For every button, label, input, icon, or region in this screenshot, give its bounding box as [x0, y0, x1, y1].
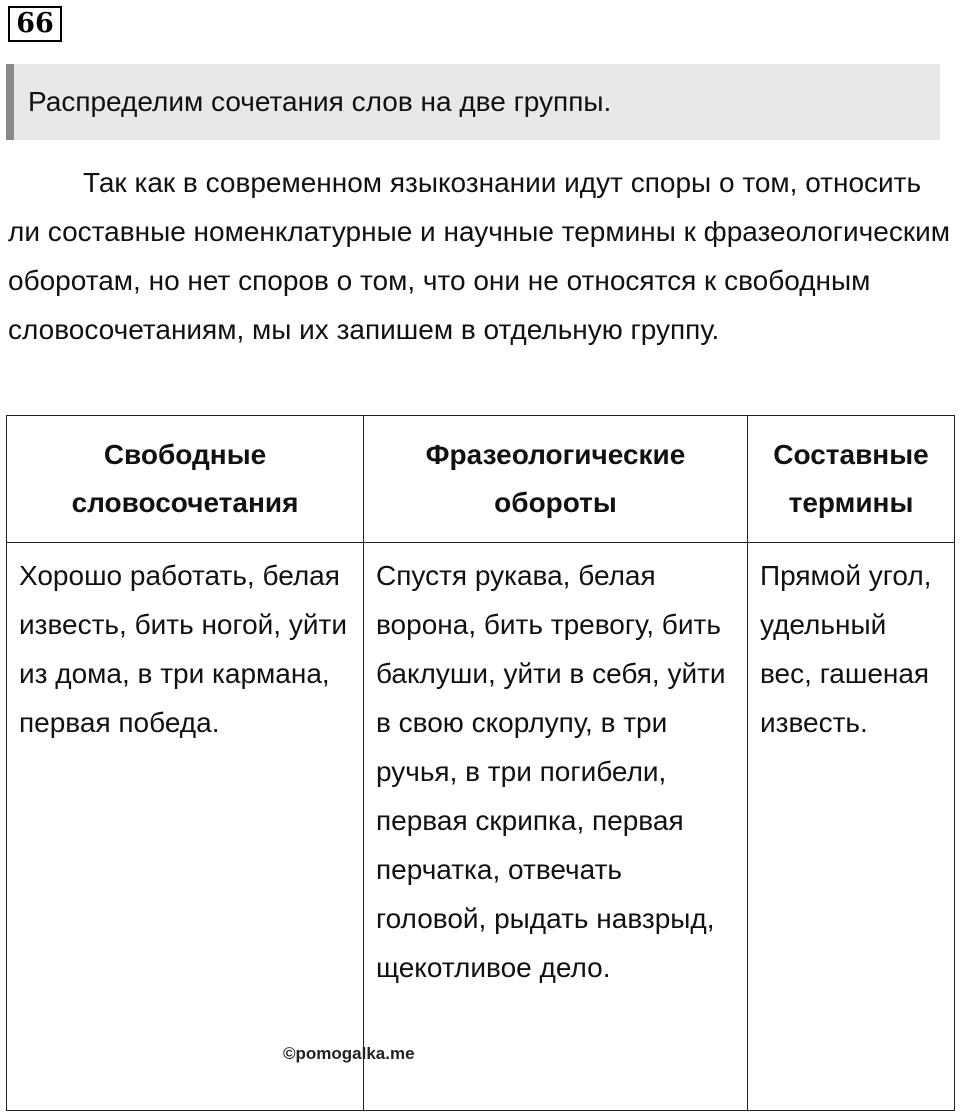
header-compound-terms: Составные термины	[748, 416, 955, 543]
word-groups-table	[6, 415, 955, 1111]
header-phraseological-units: Фразеологические обороты	[364, 416, 748, 543]
table-header-row	[7, 416, 955, 543]
cell-phraseological-units: Спустя рукава, белая ворона, бить тревогу, бить баклуши, уйти в себя, уйти в свою скорлупу, в три ручья, в три погибели, первая скрипка, первая перчатка, отвечать головой, рыдать навзрыд, щекотливое дело.	[364, 543, 748, 1111]
cell-compound-terms: Прямой угол, удельный вес, гашеная известь.	[748, 543, 955, 1111]
table-row	[7, 543, 955, 1111]
instruction-banner	[6, 64, 940, 140]
cell-free-phrases: Хорошо работать, белая известь, бить ногой, уйти из дома, в три кармана, первая победа.	[7, 543, 364, 1111]
explanation-paragraph: Так как в современном языкознании идут споры о том, относить ли составные номенклатурные и научные термины к фразеологическим оборотам, но нет споров о том, что они не относятся к свободным словосочетаниям, мы их запишем в отдельную группу.	[8, 167, 950, 345]
task-number-box: 66	[8, 6, 62, 42]
header-free-phrases: Свободные словосочетания	[7, 416, 364, 543]
instruction-text: Распределим сочетания слов на две группы.	[28, 86, 612, 117]
watermark: ©pomogalka.me	[283, 1044, 415, 1063]
